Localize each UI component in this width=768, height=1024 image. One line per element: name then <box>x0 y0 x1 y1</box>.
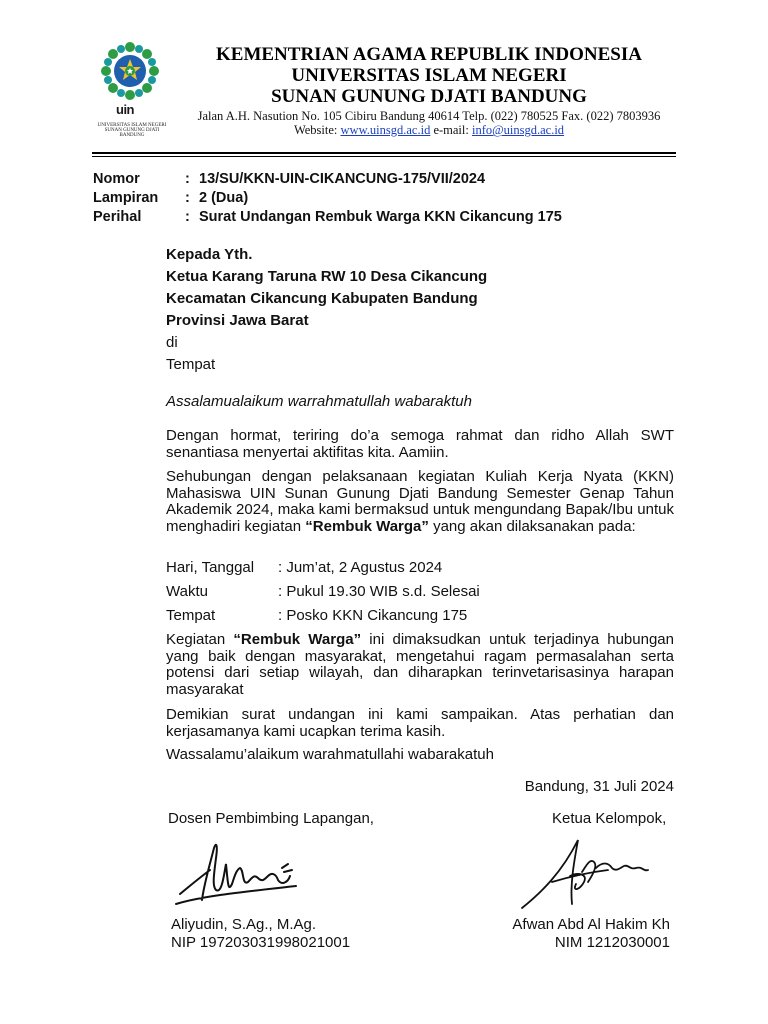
schedule-row-time <box>166 584 480 600</box>
paragraph-closing: Demikian surat undangan ini kami sampaikan. Atas perhatian dan kerjasamanya kami ucapkan terima kasih. <box>166 706 674 740</box>
right-signatory-name: Afwan Abd Al Hakim Kh <box>512 916 670 933</box>
recipient-line: Ketua Karang Taruna RW 10 Desa Cikancung <box>166 268 488 285</box>
colon: : <box>185 190 190 206</box>
email-label: e-mail: <box>433 123 469 137</box>
purpose-text: Kegiatan <box>166 631 234 648</box>
paragraph-purpose <box>166 632 674 698</box>
left-signatory-title: Dosen Pembimbing Lapangan, <box>168 810 374 827</box>
header-rule-thick <box>92 152 676 154</box>
university-logo <box>92 40 170 138</box>
event-name: “Rembuk Warga” <box>305 517 429 535</box>
recipient-line: Kepada Yth. <box>166 246 253 263</box>
paragraph-invitation <box>166 469 674 535</box>
day-value: : Jum’at, 2 Agustus 2024 <box>278 559 443 576</box>
event-name: “Rembuk Warga” <box>233 631 362 648</box>
left-signatory-name: Aliyudin, S.Ag., M.Ag. <box>171 916 317 933</box>
opening-salutation: Assalamualaikum warrahmatullah wabaraktuh <box>166 393 472 410</box>
website-label: Website: <box>293 123 338 137</box>
perihal-label: Perihal <box>93 209 142 225</box>
meta-row-nomor <box>93 170 562 189</box>
recipient-block <box>166 244 487 376</box>
place-label: Tempat <box>166 607 216 624</box>
paragraph-greeting: Dengan hormat, teriring do’a semoga rahmat dan ridho Allah SWT senantiasa menyertai aktifitas kita. Aamiin. <box>166 427 674 461</box>
schedule-row-place <box>166 608 467 624</box>
place-value: : Posko KKN Cikancung 175 <box>278 607 468 624</box>
day-label: Hari, Tanggal <box>166 559 255 576</box>
recipient-line: di <box>166 334 178 351</box>
meta-row-lampiran <box>93 189 562 208</box>
university-location: SUNAN GUNUNG DJATI BANDUNG <box>271 86 587 107</box>
left-signature-icon <box>172 834 307 912</box>
right-signature-icon <box>512 832 708 914</box>
closing-salutation: Wassalamu’alaikum warahmatullahi wabarakatuh <box>166 746 494 763</box>
university-name: UNIVERSITAS ISLAM NEGERI <box>291 65 567 86</box>
nomor-label: Nomor <box>93 171 140 187</box>
left-signatory-id: NIP 197203031998021001 <box>171 934 351 951</box>
address-line: Jalan A.H. Nasution No. 105 Cibiru Bandung 40614 Telp. (022) 780525 Fax. (022) 7803936 <box>197 109 661 123</box>
ministry-name: KEMENTRIAN AGAMA REPUBLIK INDONESIA <box>216 44 642 65</box>
meta-row-perihal <box>93 208 562 227</box>
website-link[interactable]: www.uinsgd.ac.id <box>340 123 431 137</box>
recipient-line: Provinsi Jawa Barat <box>166 312 309 329</box>
lampiran-value: 2 (Dua) <box>199 190 249 206</box>
logo-subtitle: UNIVERSITAS ISLAM NEGERI SUNAN GUNUNG DJATI BANDUNG <box>97 123 167 138</box>
perihal-value: Surat Undangan Rembuk Warga KKN Cikancung 175 <box>199 209 562 225</box>
schedule-row-day <box>166 560 442 576</box>
nomor-value: 13/SU/KKN-UIN-CIKANCUNG-175/VII/2024 <box>199 171 486 187</box>
time-value: : Pukul 19.30 WIB s.d. Selesai <box>278 583 480 600</box>
invitation-text: Sehubungan dengan pelaksanaan kegiatan Kuliah Kerja Nyata (KKN) Mahasiswa UIN Sunan Gunung Djati Bandung Semester Genap Tahun Akademik 2024, maka kami bermaksud untuk mengundang Bapak/Ibu untuk menghadiri kegiatan <box>166 468 674 535</box>
recipient-line: Kecamatan Cikancung Kabupaten Bandung <box>166 290 478 307</box>
right-signatory-title: Ketua Kelompok, <box>552 810 667 827</box>
colon: : <box>185 171 190 187</box>
right-signatory-id: NIM 1212030001 <box>554 934 670 951</box>
invitation-text-end: yang akan dilaksanakan pada: <box>428 517 636 535</box>
logo-text: uin <box>116 102 134 117</box>
logo-emblem-icon <box>92 40 170 102</box>
letterhead <box>180 44 678 137</box>
time-label: Waktu <box>166 583 208 600</box>
recipient-line: Tempat <box>166 356 216 373</box>
contact-line <box>180 123 678 137</box>
lampiran-label: Lampiran <box>93 190 159 206</box>
place-date: Bandung, 31 Juli 2024 <box>524 778 674 795</box>
purpose-text-end: ini dimaksudkan untuk terjadinya hubungan yang baik dengan masyarakat, mengetahui ragam permasalahan serta potensi dari setiap wilayah, dan diharapkan terinvetarisasinya harapan masyarakat <box>166 631 674 698</box>
email-link[interactable]: info@uinsgd.ac.id <box>471 123 565 137</box>
letter-meta <box>93 170 562 227</box>
left-signatory <box>171 916 350 952</box>
colon: : <box>185 209 190 225</box>
right-signatory <box>512 916 670 952</box>
header-rule-thin <box>92 156 676 157</box>
